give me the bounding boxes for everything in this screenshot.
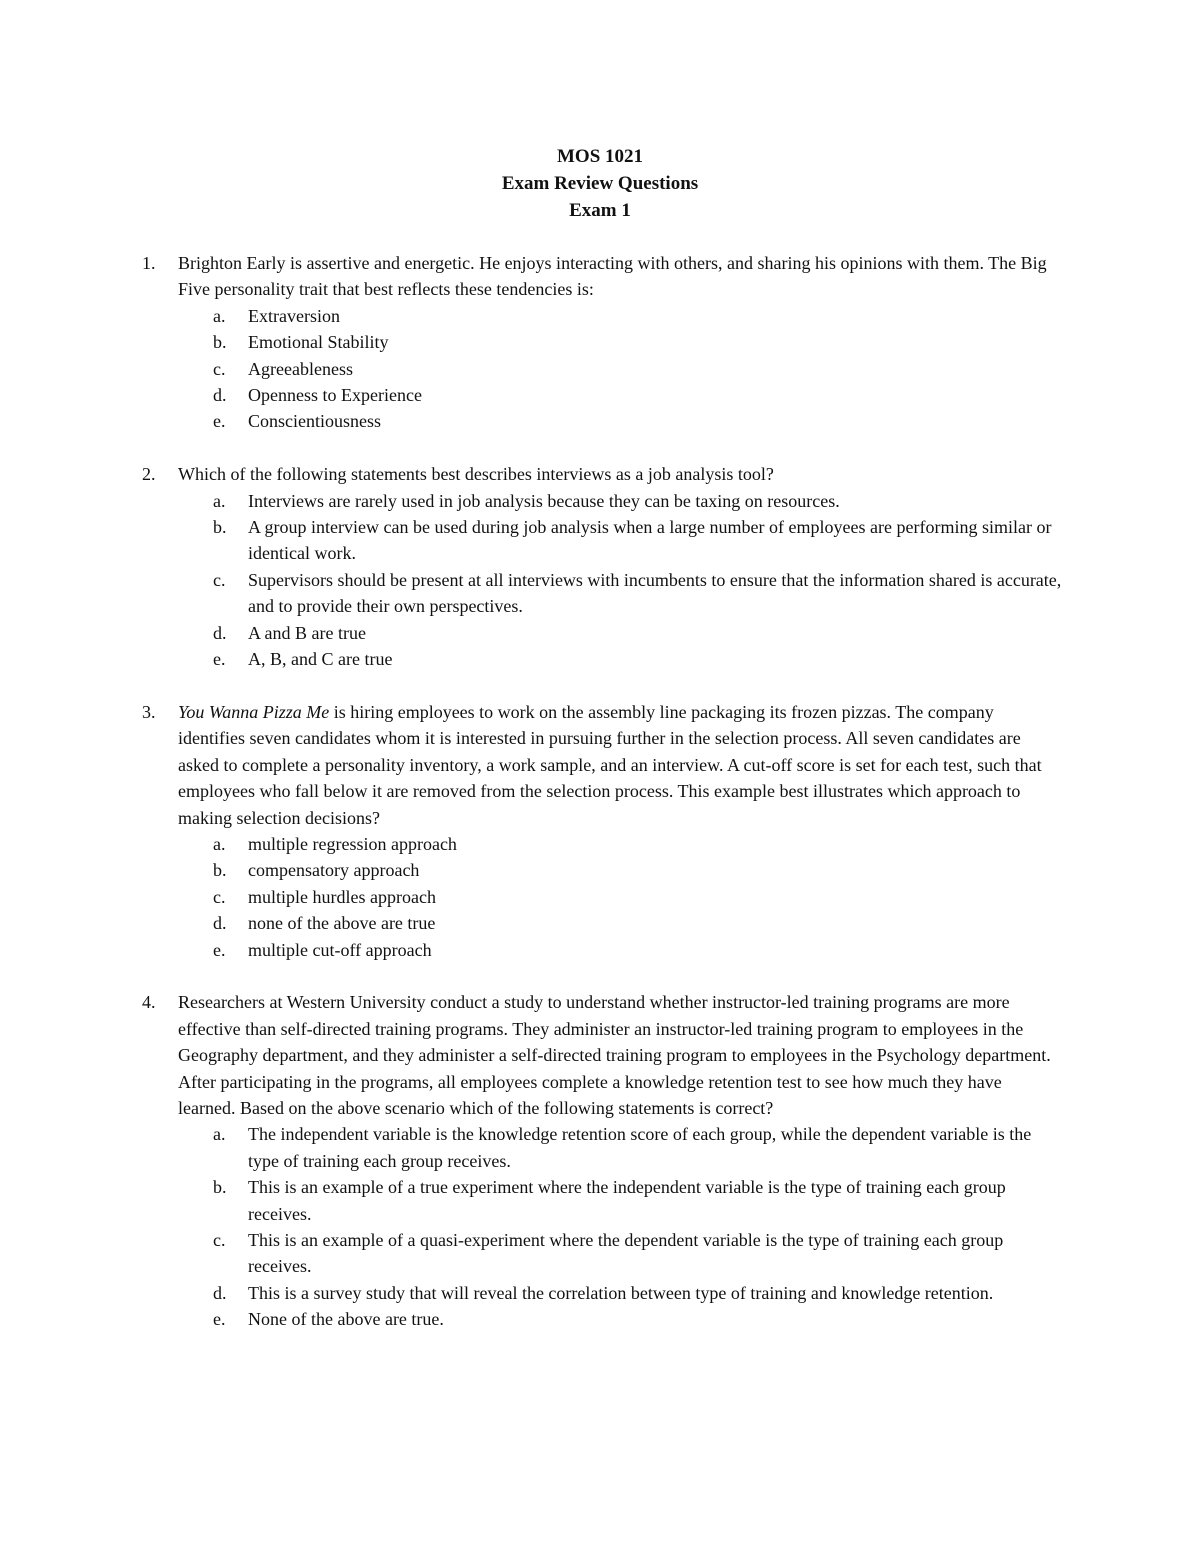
option-text: This is an example of a quasi-experiment where the dependent variable is the type of training each group receives. — [248, 1229, 1004, 1277]
option-e — [0, 937, 1200, 963]
option-letter: e. — [213, 411, 226, 432]
spacer — [0, 672, 1200, 698]
option-c — [0, 356, 1200, 382]
question-4 — [0, 989, 1200, 1332]
option-letter: b. — [213, 860, 227, 881]
option-e — [0, 1306, 1200, 1332]
option-list — [0, 303, 1200, 435]
option-a — [0, 303, 1200, 329]
option-text: A and B are true — [248, 622, 366, 643]
option-a — [0, 1121, 1200, 1174]
document-title: Exam Review Questions — [501, 173, 699, 194]
option-letter: b. — [213, 1177, 227, 1198]
question-2 — [0, 461, 1200, 672]
option-b — [0, 1174, 1200, 1227]
option-letter: e. — [213, 1309, 226, 1330]
option-text: Supervisors should be present at all interviews with incumbents to ensure that the information shared is accurate, and to provide their own perspectives. — [248, 569, 1062, 617]
option-letter: e. — [213, 939, 226, 960]
option-letter: c. — [213, 886, 226, 907]
course-code: MOS 1021 — [556, 146, 644, 167]
option-letter: c. — [213, 358, 226, 379]
option-letter: a. — [213, 1124, 226, 1145]
option-text: compensatory approach — [248, 860, 420, 881]
option-text: Openness to Experience — [248, 385, 422, 406]
question-text — [178, 699, 1063, 831]
question-1 — [0, 250, 1200, 435]
option-list — [0, 831, 1200, 963]
spacer — [0, 963, 1200, 989]
option-letter: d. — [213, 1282, 227, 1303]
option-text: Conscientiousness — [248, 411, 381, 432]
option-d — [0, 382, 1200, 408]
option-d — [0, 1280, 1200, 1306]
option-letter: d. — [213, 622, 227, 643]
option-a — [0, 831, 1200, 857]
option-letter: a. — [213, 305, 226, 326]
option-text: none of the above are true — [248, 913, 436, 934]
question-text: Brighton Early is assertive and energetic. He enjoys interacting with others, and sharing his opinions with them. The Big Five personality trait that best reflects these tendencies is: — [178, 253, 1047, 300]
option-letter: e. — [213, 649, 226, 670]
option-d — [0, 910, 1200, 936]
spacer — [0, 435, 1200, 461]
option-c — [0, 567, 1200, 620]
option-e — [0, 408, 1200, 434]
question-body: is hiring employees to work on the assembly line packaging its frozen pizzas. The company identifies seven candidates whom it is interested in pursuing further in the selection process. All seven candidates are asked to complete a personality inventory, a work sample, and an interview. A cut-off score is set for each test, such that employees who fall below it are removed from the selection process. This example best illustrates which approach to making selection decisions? — [178, 701, 1042, 828]
option-a — [0, 488, 1200, 514]
option-text: This is a survey study that will reveal the correlation between type of training and knowledge retention. — [248, 1282, 994, 1303]
option-text: None of the above are true. — [248, 1309, 444, 1330]
document-header — [0, 143, 1200, 224]
option-text: The independent variable is the knowledge retention score of each group, while the dependent variable is the type of training each group receives. — [248, 1124, 1032, 1171]
option-b — [0, 329, 1200, 355]
option-letter: d. — [213, 913, 227, 934]
option-text: A group interview can be used during job analysis when a large number of employees are performing similar or identical work. — [248, 517, 1052, 564]
question-3 — [0, 699, 1200, 963]
question-number: 3. — [142, 701, 156, 722]
question-number: 1. — [142, 253, 156, 273]
option-text: multiple cut-off approach — [248, 939, 432, 960]
option-text: This is an example of a true experiment where the independent variable is the type of training each group receives. — [248, 1177, 1006, 1224]
option-text: Extraversion — [248, 305, 340, 326]
company-name: You Wanna Pizza Me — [178, 701, 330, 722]
option-letter: d. — [213, 385, 227, 406]
option-list — [0, 488, 1200, 673]
option-text: A, B, and C are true — [248, 649, 393, 670]
option-text: Agreeableness — [248, 358, 353, 379]
option-c — [0, 1227, 1200, 1280]
question-text: Researchers at Western University conduct a study to understand whether instructor-led training programs are more effective than self-directed training programs. They administer an instructor-led training program to employees in the Geography department, and they administer a self-directed training program to employees in the Psychology department. After participating in the programs, all employees complete a knowledge retention test to see how much they have learned. Based on the above scenario which of the following statements is correct? — [178, 992, 1051, 1118]
option-letter: a. — [213, 490, 226, 511]
question-number: 2. — [142, 464, 156, 485]
option-text: multiple regression approach — [248, 833, 457, 854]
option-c — [0, 884, 1200, 910]
option-b — [0, 857, 1200, 883]
option-d — [0, 620, 1200, 646]
question-number: 4. — [142, 992, 156, 1013]
option-text: Emotional Stability — [248, 332, 389, 353]
option-b — [0, 514, 1200, 567]
question-text: Which of the following statements best describes interviews as a job analysis tool? — [178, 464, 774, 485]
option-list — [0, 1121, 1200, 1332]
option-letter: b. — [213, 332, 227, 353]
option-text: multiple hurdles approach — [248, 886, 436, 907]
exam-label: Exam 1 — [569, 200, 631, 221]
option-letter: c. — [213, 1229, 226, 1250]
option-e — [0, 646, 1200, 672]
option-letter: b. — [213, 517, 227, 538]
option-text: Interviews are rarely used in job analysis because they can be taxing on resources. — [248, 490, 840, 511]
option-letter: c. — [213, 569, 226, 590]
question-list — [0, 250, 1200, 1333]
option-letter: a. — [213, 833, 226, 854]
